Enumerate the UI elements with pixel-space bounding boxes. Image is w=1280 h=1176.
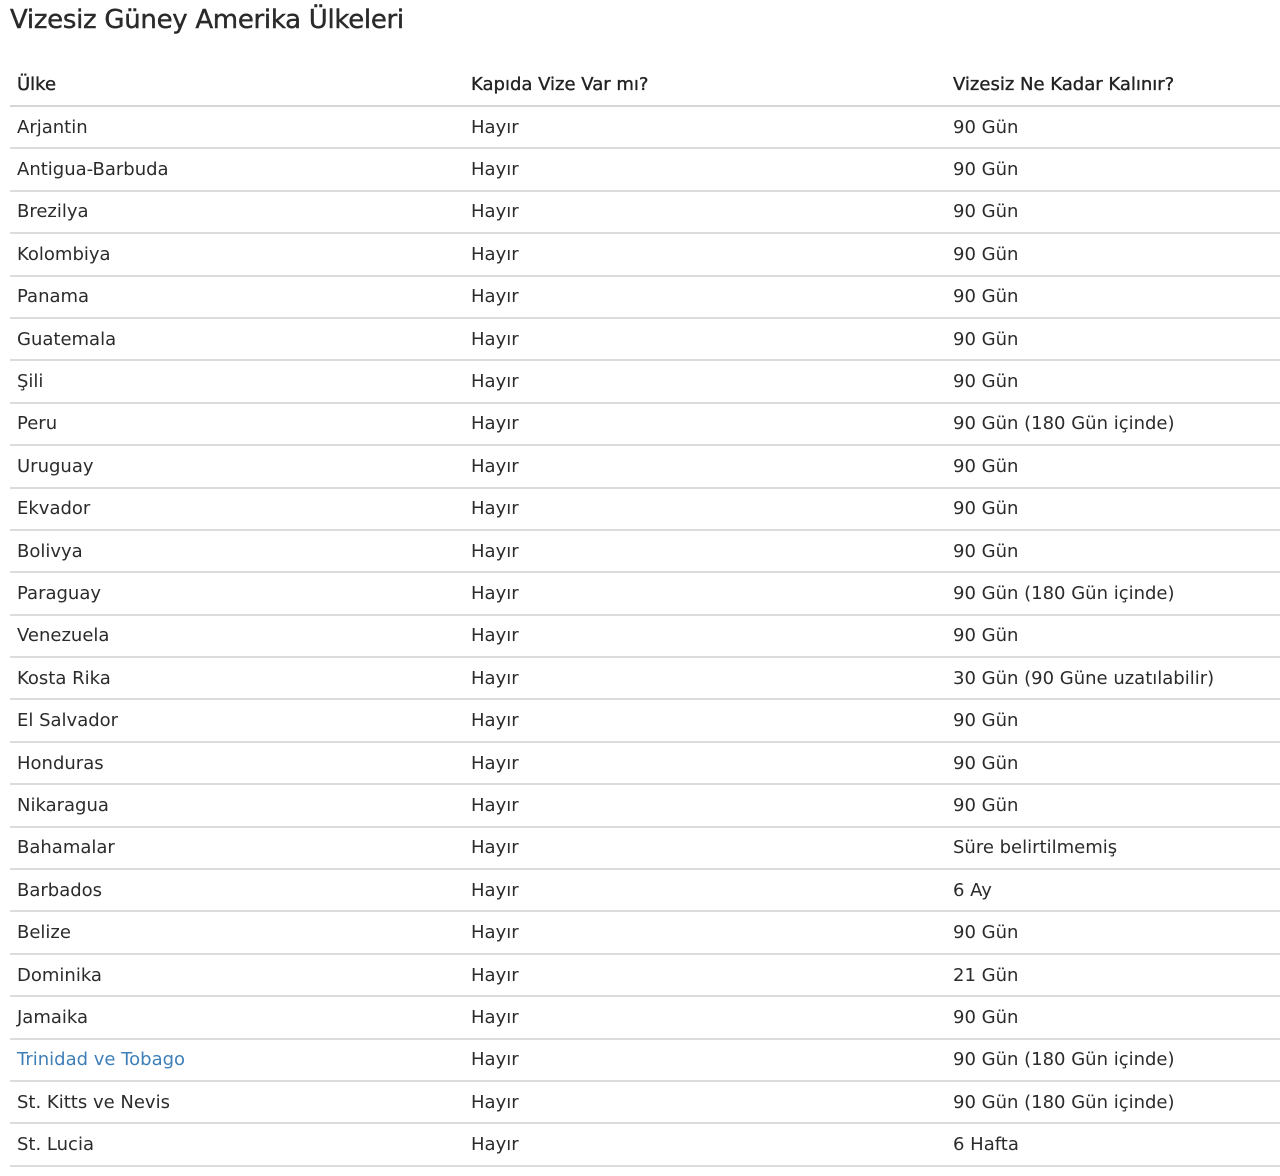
duration-cell: 90 Gün [946, 318, 1280, 360]
visa-on-arrival-cell: Hayır [464, 318, 946, 360]
country-cell [10, 191, 464, 233]
visa-on-arrival-cell: Hayır [464, 657, 946, 699]
visa-on-arrival-cell: Hayır [464, 1081, 946, 1123]
country-cell [10, 911, 464, 953]
visa-on-arrival-cell: Hayır [464, 445, 946, 487]
duration-cell: 90 Gün [946, 615, 1280, 657]
table-row [10, 869, 1280, 911]
duration-cell: 90 Gün [946, 488, 1280, 530]
duration-cell: 90 Gün [946, 360, 1280, 402]
visa-on-arrival-cell: Hayır [464, 615, 946, 657]
duration-cell: 90 Gün [946, 233, 1280, 275]
visa-on-arrival-cell: Hayır [464, 530, 946, 572]
duration-cell: 90 Gün (180 Gün içinde) [946, 1081, 1280, 1123]
table-header-row [10, 63, 1280, 106]
visa-free-countries-table [10, 63, 1280, 1167]
duration-cell: 30 Gün (90 Güne uzatılabilir) [946, 657, 1280, 699]
visa-on-arrival-cell: Hayır [464, 403, 946, 445]
country-cell [10, 106, 464, 148]
duration-cell: 90 Gün [946, 699, 1280, 741]
visa-on-arrival-cell: Hayır [464, 699, 946, 741]
table-row [10, 360, 1280, 402]
table-row [10, 233, 1280, 275]
visa-on-arrival-cell: Hayır [464, 911, 946, 953]
table-row [10, 911, 1280, 953]
visa-on-arrival-cell: Hayır [464, 191, 946, 233]
country-cell [10, 318, 464, 360]
country-name: Kolombiya [17, 243, 111, 265]
column-header-visa-on-arrival: Kapıda Vize Var mı? [464, 63, 946, 106]
country-name: Brezilya [17, 201, 89, 223]
duration-cell: 90 Gün [946, 742, 1280, 784]
country-cell [10, 954, 464, 996]
country-cell [10, 1081, 464, 1123]
table-row [10, 403, 1280, 445]
visa-on-arrival-cell: Hayır [464, 827, 946, 869]
country-name: Bolivya [17, 540, 83, 562]
country-name: St. Kitts ve Nevis [17, 1091, 170, 1113]
country-cell [10, 615, 464, 657]
duration-cell: 90 Gün [946, 784, 1280, 826]
duration-cell: 90 Gün [946, 996, 1280, 1038]
country-cell [10, 784, 464, 826]
visa-on-arrival-cell: Hayır [464, 148, 946, 190]
country-name: El Salvador [17, 710, 119, 732]
country-name: Kosta Rika [17, 667, 111, 689]
country-cell [10, 996, 464, 1038]
country-name: Nikaragua [17, 794, 109, 816]
table-row [10, 954, 1280, 996]
table-row [10, 615, 1280, 657]
duration-cell: 90 Gün (180 Gün içinde) [946, 1039, 1280, 1081]
country-name: Arjantin [17, 116, 88, 138]
duration-cell: Süre belirtilmemiş [946, 827, 1280, 869]
country-name: St. Lucia [17, 1134, 94, 1156]
table-row [10, 488, 1280, 530]
country-cell [10, 657, 464, 699]
table-row [10, 191, 1280, 233]
duration-cell: 90 Gün (180 Gün içinde) [946, 572, 1280, 614]
visa-on-arrival-cell: Hayır [464, 784, 946, 826]
duration-cell: 21 Gün [946, 954, 1280, 996]
duration-cell: 90 Gün [946, 911, 1280, 953]
visa-on-arrival-cell: Hayır [464, 572, 946, 614]
table-row [10, 784, 1280, 826]
country-cell [10, 827, 464, 869]
visa-on-arrival-cell: Hayır [464, 276, 946, 318]
table-row [10, 530, 1280, 572]
country-name: Belize [17, 922, 71, 944]
page-title: Vizesiz Güney Amerika Ülkeleri [10, 5, 404, 35]
country-name: Uruguay [17, 455, 94, 477]
country-cell [10, 276, 464, 318]
country-cell [10, 148, 464, 190]
duration-cell: 90 Gün [946, 445, 1280, 487]
table-row [10, 827, 1280, 869]
table-row [10, 106, 1280, 148]
table-row [10, 148, 1280, 190]
table-row [10, 657, 1280, 699]
country-cell [10, 572, 464, 614]
country-cell [10, 699, 464, 741]
duration-cell: 90 Gün [946, 276, 1280, 318]
column-header-duration: Vizesiz Ne Kadar Kalınır? [946, 63, 1280, 106]
duration-cell: 6 Ay [946, 869, 1280, 911]
country-name: Ekvador [17, 498, 91, 520]
country-name: Honduras [17, 752, 104, 774]
table-body [10, 106, 1280, 1166]
country-name: Dominika [17, 964, 102, 986]
country-name: Panama [17, 286, 90, 308]
visa-on-arrival-cell: Hayır [464, 233, 946, 275]
country-cell [10, 445, 464, 487]
visa-on-arrival-cell: Hayır [464, 742, 946, 784]
table-row [10, 276, 1280, 318]
column-header-country: Ülke [10, 63, 464, 106]
visa-on-arrival-cell: Hayır [464, 996, 946, 1038]
duration-cell: 90 Gün [946, 191, 1280, 233]
country-cell [10, 488, 464, 530]
table-row [10, 699, 1280, 741]
visa-on-arrival-cell: Hayır [464, 954, 946, 996]
country-name: Peru [17, 413, 58, 435]
country-name: Bahamalar [17, 837, 115, 859]
duration-cell: 90 Gün (180 Gün içinde) [946, 403, 1280, 445]
country-name: Paraguay [17, 582, 102, 604]
country-cell [10, 360, 464, 402]
table-row [10, 996, 1280, 1038]
country-name: Şili [17, 371, 44, 393]
country-cell [10, 233, 464, 275]
table-row [10, 318, 1280, 360]
table-row [10, 1123, 1280, 1165]
table-row [10, 572, 1280, 614]
country-link[interactable]: Trinidad ve Tobago [17, 1049, 186, 1071]
country-name: Jamaika [17, 1006, 89, 1028]
country-cell [10, 1039, 464, 1081]
country-name: Venezuela [17, 625, 110, 647]
table-row [10, 742, 1280, 784]
table-row [10, 1081, 1280, 1123]
duration-cell: 90 Gün [946, 148, 1280, 190]
visa-on-arrival-cell: Hayır [464, 1123, 946, 1165]
country-cell [10, 403, 464, 445]
country-name: Guatemala [17, 328, 117, 350]
country-name: Antigua-Barbuda [17, 159, 169, 181]
visa-on-arrival-cell: Hayır [464, 488, 946, 530]
country-cell [10, 869, 464, 911]
duration-cell: 6 Hafta [946, 1123, 1280, 1165]
country-cell [10, 742, 464, 784]
visa-on-arrival-cell: Hayır [464, 869, 946, 911]
country-name: Barbados [17, 879, 103, 901]
visa-on-arrival-cell: Hayır [464, 1039, 946, 1081]
country-cell [10, 530, 464, 572]
table-row [10, 1039, 1280, 1081]
visa-on-arrival-cell: Hayır [464, 360, 946, 402]
visa-on-arrival-cell: Hayır [464, 106, 946, 148]
table-row [10, 445, 1280, 487]
country-cell [10, 1123, 464, 1165]
duration-cell: 90 Gün [946, 530, 1280, 572]
duration-cell: 90 Gün [946, 106, 1280, 148]
